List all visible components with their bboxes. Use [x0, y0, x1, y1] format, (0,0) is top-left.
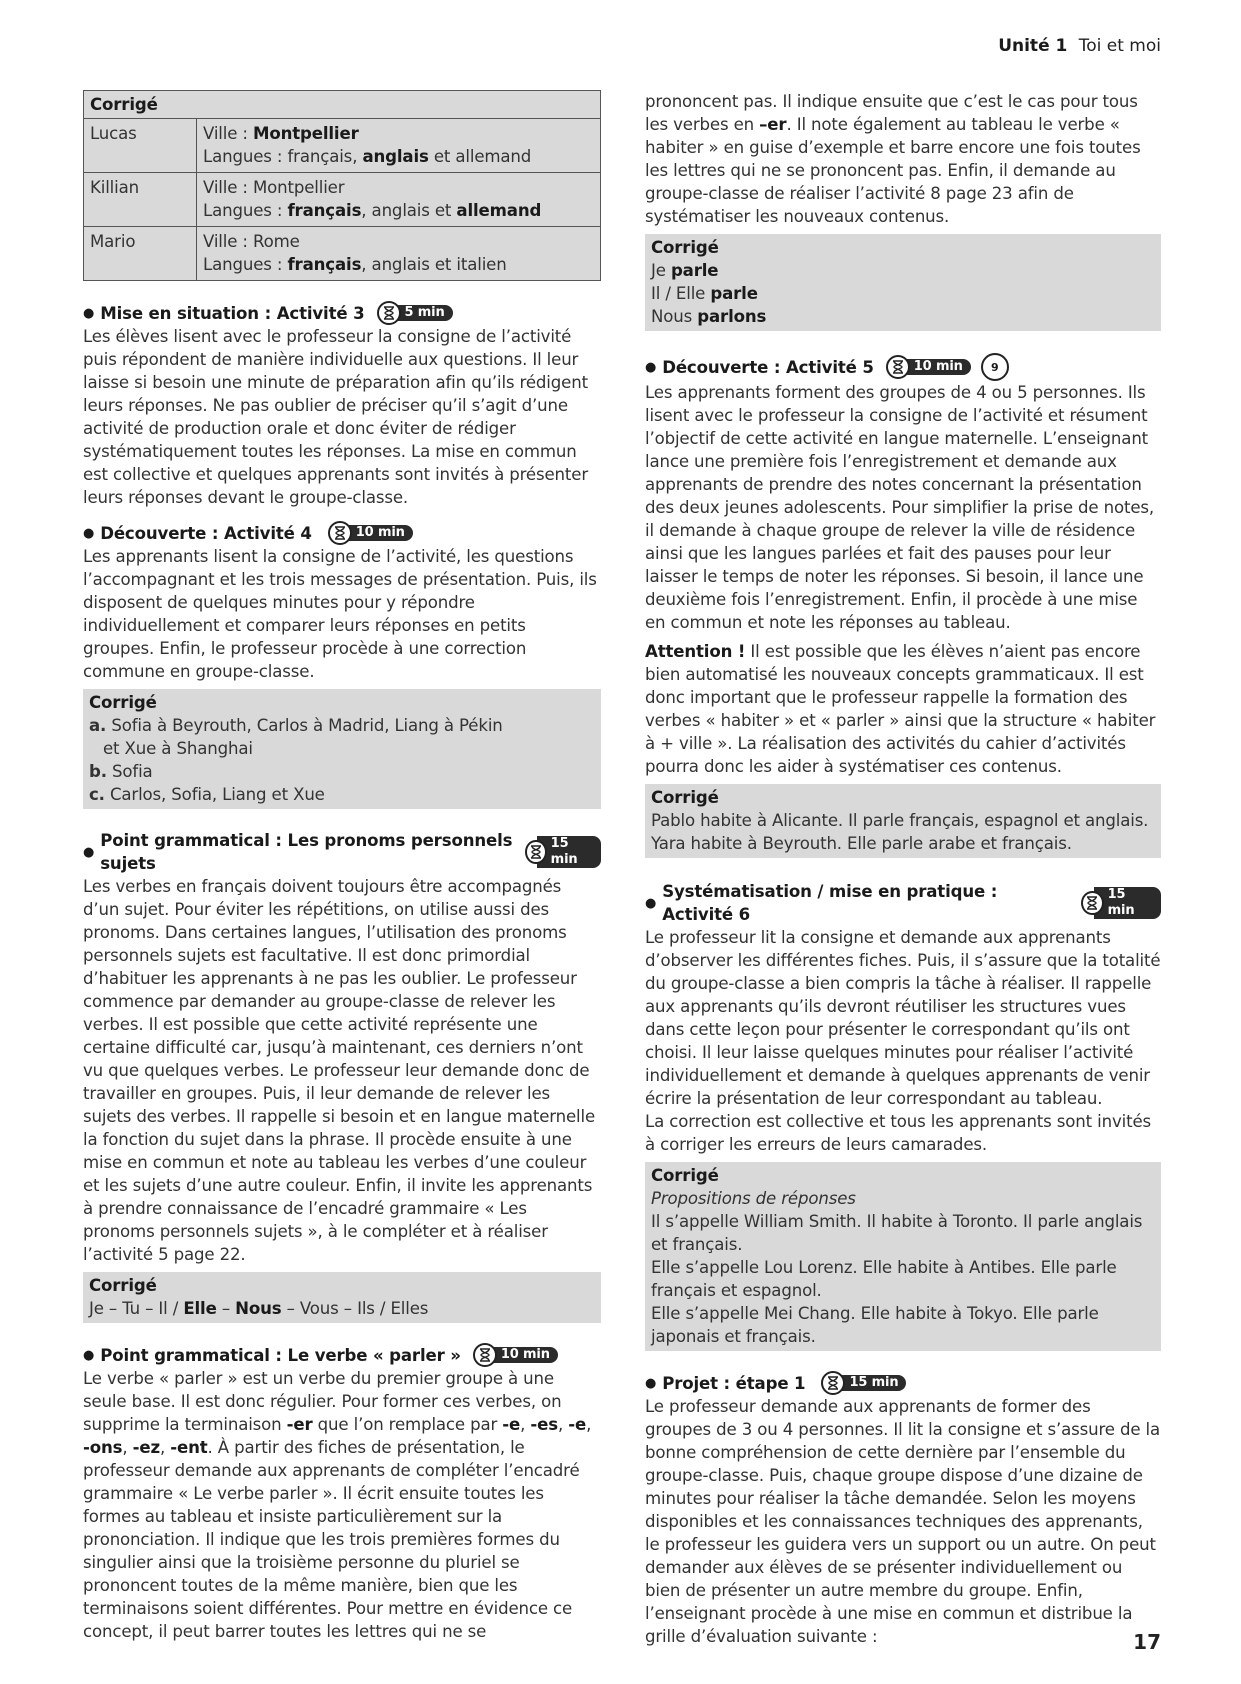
- page-number: 17: [1133, 1630, 1161, 1654]
- section-heading: [645, 353, 1161, 381]
- ending: -es: [530, 1415, 558, 1434]
- answer-text: Carlos, Sofia, Liang et Xue: [109, 785, 325, 804]
- langue: anglais: [371, 255, 430, 274]
- timer-badge: [328, 521, 413, 545]
- ending: -ons: [83, 1438, 123, 1457]
- text: Le verbe « parler » est un verbe du premier groupe à une seule base. Il est donc régulier. Pour former ces verbes, on supprime la terminaison: [83, 1369, 562, 1434]
- paragraph: Les verbes en français doivent toujours être accompagnés d’un sujet. Pour éviter les répétitions, on utilise aussi des pronoms. Dans certaines langues, l’utilisation des pronoms personnels sujets est facultative. Il est donc primordial d’habituer les apprenants à ne pas les oublier. Le professeur commence par demander au groupe-classe de relever les verbes. Il est possible que cette activité représente une certaine difficulté car, jusqu’à maintenant, ces derniers n’ont vu que quelques verbes. Le professeur leur demande donc de travailler en groupes. Puis, il leur demande de relever les sujets des verbes. Il rappelle si besoin et en langue maternelle la fonction du sujet dans la phrase. Il procède ensuite à une mise en commun et note au tableau les verbes d’une couleur et les sujets d’une autre couleur. Enfin, il invite les apprenants à prendre connaissance de l’encadré grammaire « Les pronoms personnels sujets », à le compléter et à réaliser l’activité 5 page 22.: [83, 877, 596, 1264]
- corrige-line: [651, 282, 1155, 305]
- langue: italien: [456, 255, 507, 274]
- timer-duration: 10 min: [342, 525, 413, 541]
- paragraph: [645, 90, 1161, 228]
- corrige-line: Il s’appelle William Smith. Il habite à Toronto. Il parle anglais et français.: [651, 1212, 1143, 1254]
- heading-text: Point grammatical : Les pronoms personnels sujets: [100, 831, 513, 873]
- text: prononcent pas. Il indique ensuite que c’est le cas pour tous les verbes en: [645, 92, 1138, 134]
- text: Je: [651, 261, 671, 280]
- attention-label: Attention !: [645, 642, 746, 661]
- timer-duration: 15 min: [537, 836, 601, 868]
- bullet-icon: ●: [83, 525, 95, 541]
- corrige-title: Corrigé: [89, 1276, 157, 1295]
- corrige-title: Corrigé: [89, 693, 157, 712]
- bullet-icon: ●: [83, 1347, 95, 1363]
- left-column: [83, 90, 601, 1643]
- paragraph: Les apprenants lisent la consigne de l’activité, les questions l’accompagnant et les trois messages de présentation. Puis, ils disposent de quelques minutes pour y répondre individuellement et comparer leurs réponses en petits groupes. Enfin, le professeur procède à une correction commune en groupe-classe.: [83, 547, 597, 681]
- corrige-title: Corrigé: [651, 788, 719, 807]
- timer-duration: 5 min: [391, 305, 453, 321]
- answer-letter: c.: [89, 785, 105, 804]
- ending: -e: [568, 1415, 587, 1434]
- hourglass-icon: [821, 1371, 845, 1395]
- text: . À partir des fiches de présentation, le professeur demande aux apprenants de compléter l’encadré grammaire « Le verbe parler ». Il écrit ensuite toutes les formes au tableau et insiste particulièrement sur la prononciation. Il indique que les trois premières formes du singulier ainsi que la troisième personne du pluriel se prononcent toutes de la même manière, bien que les terminaisons soient différentes. Pour mettre en évidence ce concept, il peut barrer toutes les lettres qui ne se: [83, 1438, 580, 1641]
- timer-duration: 10 min: [487, 1347, 558, 1363]
- bold-text: Nous: [235, 1299, 282, 1318]
- hourglass-icon: [377, 301, 401, 325]
- ending: -ez: [132, 1438, 160, 1457]
- timer-duration: 15 min: [835, 1375, 906, 1391]
- answer-letter: b.: [89, 762, 107, 781]
- timer-duration: 10 min: [900, 359, 971, 375]
- sep: et: [429, 201, 457, 220]
- heading-text: Point grammatical : Le verbe « parler »: [100, 1345, 461, 1365]
- paragraph: Les apprenants forment des groupes de 4 ou 5 personnes. Ils lisent avec le professeur la consigne de l’activité et résument l’objectif de cette activité en langue maternelle. L’enseignant lance une première fois l’enregistrement et demande aux apprenants de prendre des notes concernant la présentation des deux jeunes adolescents. Pour simplifier la prise de notes, il demande à chaque groupe de relever la ville de résidence ainsi que les langues parlées et fait des pauses pour leur laisser le temps de noter les réponses. Si besoin, il lance une deuxième fois l’enregistrement. Enfin, il procède à une mise en commun et note les réponses au tableau.: [645, 383, 1154, 632]
- timer-badge: [377, 301, 453, 325]
- corrige-box: [83, 689, 601, 809]
- corrige-box: [645, 784, 1161, 858]
- timer-badge: [821, 1371, 906, 1395]
- answer-a: [89, 714, 595, 737]
- text: que l’on remplace par: [312, 1415, 503, 1434]
- corrige-title: Corrigé: [651, 238, 719, 257]
- heading-text: Projet : étape 1: [662, 1373, 806, 1393]
- section-heading: [83, 521, 601, 545]
- answer-text: et Xue à Shanghai: [103, 739, 253, 758]
- table-cell-info: [197, 119, 601, 173]
- hourglass-icon: [886, 355, 910, 379]
- ending: –er: [759, 115, 787, 134]
- corrige-box: [645, 234, 1161, 331]
- corrige-line: [89, 1297, 595, 1320]
- heading-text: Découverte : Activité 5: [662, 357, 874, 377]
- section-heading: [645, 1371, 1161, 1395]
- langues-label: Langues :: [203, 147, 288, 166]
- timer-badge: [525, 836, 601, 868]
- langue: français: [287, 255, 362, 274]
- ending: -e: [502, 1415, 521, 1434]
- bullet-icon: ●: [83, 305, 95, 321]
- text: ,: [122, 1438, 133, 1457]
- table-cell-name: Lucas: [84, 119, 197, 173]
- corrige-line: [651, 305, 1155, 328]
- ville-label: Ville :: [203, 232, 253, 251]
- ville-label: Ville :: [203, 124, 253, 143]
- bold-text: Elle: [183, 1299, 217, 1318]
- text: ,: [520, 1415, 531, 1434]
- section-heading: [83, 1343, 601, 1367]
- text: Il est possible que les élèves n’aient pas encore bien automatisé les nouveaux concepts grammaticaux. Il est donc important que le professeur rappelle la formation des verbes « habiter » et « parler » ainsi que la structure « habiter à + ville ». La réalisation des activités du cahier d’activités pourra donc les aider à systématiser ces contenus.: [645, 642, 1156, 776]
- text: Nous: [651, 307, 698, 326]
- timer-badge: [1081, 887, 1161, 919]
- headphones-icon: [981, 353, 1009, 381]
- table-cell-info: [197, 173, 601, 227]
- bullet-icon: ●: [83, 844, 95, 860]
- langues-label: Langues :: [203, 255, 288, 274]
- track-number: 9: [991, 360, 999, 374]
- timer-duration: 15 min: [1094, 887, 1161, 919]
- sep: ,: [361, 255, 372, 274]
- section-heading: [83, 829, 601, 875]
- bold-text: parle: [670, 261, 719, 280]
- langue: allemand: [456, 201, 542, 220]
- text: Il / Elle: [651, 284, 711, 303]
- corrige-line: Elle s’appelle Mei Chang. Elle habite à Tokyo. Elle parle japonais et français.: [651, 1304, 1099, 1346]
- answer-letter: a.: [89, 716, 107, 735]
- sep: ,: [361, 201, 372, 220]
- ville-value: Montpellier: [252, 124, 359, 143]
- answer-text: Sofia: [112, 762, 153, 781]
- section-heading: [83, 301, 601, 325]
- corrige-title: Corrigé: [83, 90, 601, 118]
- section-heading: [645, 880, 1161, 926]
- ending: -er: [286, 1415, 313, 1434]
- ville-label: Ville :: [203, 178, 253, 197]
- hourglass-icon: [328, 521, 352, 545]
- answer-text: Sofia à Beyrouth, Carlos à Madrid, Liang à Pékin: [111, 716, 503, 735]
- paragraph: [645, 640, 1161, 778]
- paragraph: Le professeur lit la consigne et demande aux apprenants d’observer les différentes fiches. Puis, il s’assure que la totalité du groupe-classe a bien compris la tâche à réaliser. Il rappelle aux apprenants qu’ils devront réutiliser les structures vues dans cette leçon pour présenter le correspondant qu’ils ont choisi. Il leur laisse quelques minutes pour réaliser l’activité individuellement et demande à quelques apprenants de venir écrire la présentation de leur correspondant au tableau.: [645, 928, 1161, 1108]
- paragraph: Les élèves lisent avec le professeur la consigne de l’activité puis répondent de manière individuelle aux questions. Il leur laisse si besoin une minute de préparation afin qu’ils rédigent leurs réponses. Ne pas oublier de préciser qu’il s’agit d’une activité de production orale et donc éviter de rédiger systématiquement toutes les réponses. La mise en commun est collective et quelques apprenants sont invités à présenter leurs réponses devant le groupe-classe.: [83, 327, 588, 507]
- sep: ,: [352, 147, 363, 166]
- corrige-box: [83, 1272, 601, 1323]
- text: ,: [160, 1438, 171, 1457]
- text: Je – Tu – Il /: [89, 1299, 184, 1318]
- sep: et: [429, 255, 457, 274]
- table-cell-name: Killian: [84, 173, 197, 227]
- paragraph: Le professeur demande aux apprenants de former des groupes de 3 ou 4 personnes. Il lit la consigne et s’assure de la bonne compréhension de cette dernière par l’ensemble du groupe-classe. Puis, chaque groupe dispose d’une dizaine de minutes pour réaliser la tâche demandée. Selon les moyens disponibles et les connaissances techniques des apprenants, le professeur les guidera vers un support ou un autre. On peut demander aux élèves de se présenter individuellement ou bien de présenter un autre membre du groupe. Enfin, l’enseignant procède à une mise en commun et distribue la grille d’évaluation suivante :: [645, 1397, 1161, 1646]
- paragraph: [83, 1367, 601, 1643]
- bold-text: parlons: [697, 307, 767, 326]
- paragraph: La correction est collective et tous les apprenants sont invités à corriger les erreurs de leurs camarades.: [645, 1112, 1151, 1154]
- table-row: [84, 227, 601, 281]
- corrige-table: [83, 118, 601, 281]
- ville-value: Rome: [252, 232, 300, 251]
- unit-title: Toi et moi: [1078, 36, 1161, 56]
- langues-label: Langues :: [203, 201, 288, 220]
- langue: anglais: [362, 147, 429, 166]
- text: – Vous – Ils / Elles: [281, 1299, 429, 1318]
- answer-c: [89, 783, 595, 806]
- corrige-line: Elle s’appelle Lou Lorenz. Elle habite à Antibes. Elle parle français et espagnol.: [651, 1258, 1117, 1300]
- table-row: [84, 173, 601, 227]
- table-row: [84, 119, 601, 173]
- table-cell-info: [197, 227, 601, 281]
- corrige-box: [645, 1162, 1161, 1351]
- langue: allemand: [455, 147, 532, 166]
- bullet-icon: ●: [645, 895, 657, 911]
- right-column: [645, 90, 1161, 1648]
- hourglass-icon: [525, 840, 546, 864]
- heading-text: Systématisation / mise en pratique : Activité 6: [662, 882, 998, 924]
- text: ,: [557, 1415, 569, 1434]
- bullet-icon: ●: [645, 359, 657, 375]
- heading-text: Découverte : Activité 4: [100, 523, 312, 543]
- corrige-title: Corrigé: [651, 1166, 719, 1185]
- answer-b: [89, 760, 595, 783]
- ville-value: Montpellier: [252, 178, 345, 197]
- text: ,: [586, 1415, 592, 1434]
- sep: et: [428, 147, 456, 166]
- langue: français: [287, 201, 362, 220]
- table-cell-name: Mario: [84, 227, 197, 281]
- corrige-line: Pablo habite à Alicante. Il parle français, espagnol et anglais.: [651, 811, 1149, 830]
- bullet-icon: ●: [645, 1375, 657, 1391]
- bold-text: parle: [710, 284, 758, 303]
- corrige-line: Yara habite à Beyrouth. Elle parle arabe et français.: [651, 834, 1072, 853]
- unit-label: Unité 1: [998, 36, 1068, 56]
- hourglass-icon: [473, 1343, 497, 1367]
- text: . Il note également au tableau le verbe « habiter » en guise d’exemple et barre encore une fois toutes les lettres qui ne se prononcent pas. Enfin, il demande au groupe-classe de réaliser l’activité 8 page 23 afin de systématiser les nouveaux contenus.: [645, 115, 1141, 226]
- heading-text: Mise en situation : Activité 3: [100, 303, 365, 323]
- corrige-line: [651, 259, 1155, 282]
- hourglass-icon: [1081, 891, 1104, 915]
- text: –: [216, 1299, 236, 1318]
- page-header: [998, 36, 1161, 56]
- langue: français: [287, 147, 353, 166]
- ending: -ent: [170, 1438, 208, 1457]
- langue: anglais: [371, 201, 430, 220]
- timer-badge: [886, 355, 971, 379]
- timer-badge: [473, 1343, 558, 1367]
- corrige-table-box: [83, 90, 601, 281]
- corrige-subtitle: Propositions de réponses: [651, 1189, 856, 1208]
